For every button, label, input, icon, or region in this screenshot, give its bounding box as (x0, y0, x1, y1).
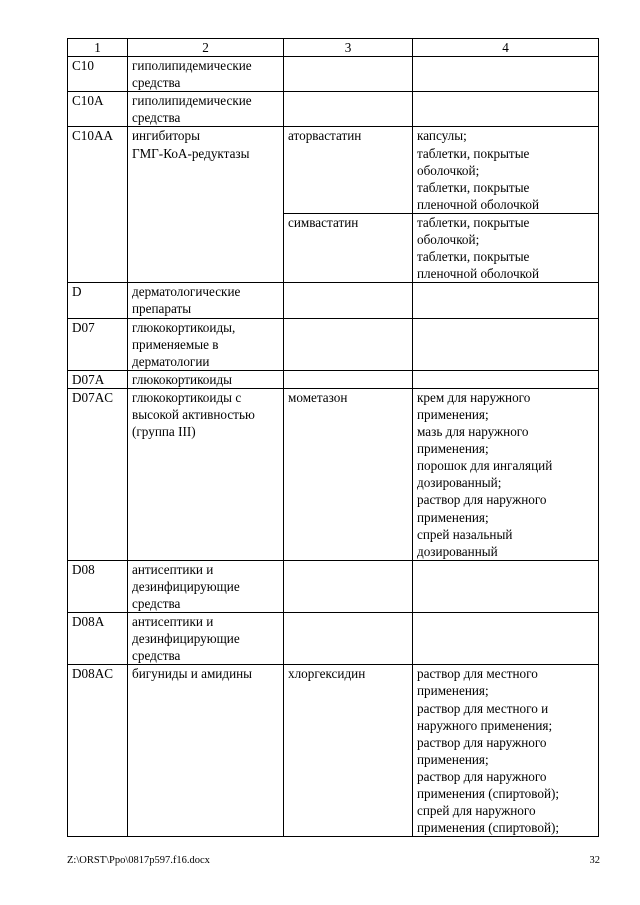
dosage-form-cell-line: крем для наружного (417, 389, 531, 405)
dosage-form-cell-line: оболочкой; (417, 232, 480, 248)
dosage-form-cell-line: порошок для ингаляций (417, 458, 553, 474)
atc-code-cell: D08 (68, 560, 128, 612)
dosage-form-cell (413, 318, 599, 370)
dosage-form-cell-line: наружного применения; (417, 717, 553, 733)
dosage-form-cell (413, 560, 599, 612)
dosage-form-cell (413, 57, 599, 92)
drug-name-cell (284, 283, 413, 318)
group-name-cell-line: ингибиторы (132, 128, 200, 144)
dosage-form-cell (413, 213, 599, 282)
dosage-form-cell-line: применения; (417, 441, 489, 457)
atc-code-cell: D (68, 283, 128, 318)
header-cell-1: 1 (68, 39, 128, 57)
dosage-form-cell (413, 370, 599, 388)
atc-code-cell: D07 (68, 318, 128, 370)
drug-name-cell (284, 318, 413, 370)
dosage-form-cell (413, 665, 599, 837)
footer-file-path: Z:\ORST\Ppo\0817p597.f16.docx (67, 855, 210, 866)
dosage-form-cell-line: таблетки, покрытые (417, 249, 530, 265)
group-name-cell-line: применяемые в (132, 336, 219, 352)
dosage-form-cell (413, 127, 599, 213)
dosage-form-cell-line: применения; (417, 509, 489, 525)
drug-name-cell-line: аторвастатин (288, 128, 362, 144)
group-name-cell-line: антисептики и (132, 614, 214, 630)
header-cell-3: 3 (284, 39, 413, 57)
group-name-cell-line: гиполипидемические (132, 58, 252, 74)
group-name-cell-line: глюкокортикоиды (132, 371, 233, 387)
drug-name-cell (284, 370, 413, 388)
group-name-cell-line: препараты (132, 301, 192, 317)
drug-name-cell (284, 213, 413, 282)
group-name-cell (128, 57, 284, 92)
group-name-cell (128, 388, 284, 560)
group-name-cell-line: антисептики и (132, 561, 214, 577)
atc-code-cell: C10A (68, 92, 128, 127)
dosage-form-cell-line: дозированный; (417, 475, 502, 491)
atc-code-cell: D08AC (68, 665, 128, 837)
group-name-cell (128, 318, 284, 370)
group-name-cell-line: дерматологические (132, 284, 241, 300)
table-row (68, 127, 599, 213)
dosage-form-cell-line: таблетки, покрытые (417, 145, 530, 161)
drug-name-cell (284, 613, 413, 665)
group-name-cell (128, 127, 284, 283)
atc-code-cell: D07A (68, 370, 128, 388)
dosage-form-cell-line: раствор для местного и (417, 700, 549, 716)
group-name-cell-line: дезинфицирующие (132, 578, 240, 594)
drug-name-cell (284, 665, 413, 837)
footer-page-number: 32 (589, 855, 600, 866)
dosage-form-cell-line: применения (спиртовой); (417, 820, 560, 836)
dosage-form-cell-line: раствор для наружного (417, 492, 547, 508)
dosage-form-cell-line: пленочной оболочкой (417, 196, 540, 212)
group-name-cell (128, 560, 284, 612)
group-name-cell (128, 92, 284, 127)
group-name-cell-line: высокой активностью (132, 406, 255, 422)
group-name-cell-line: бигуниды и амидины (132, 666, 253, 682)
drug-name-cell-line: хлоргексидин (288, 666, 366, 682)
drug-name-cell (284, 92, 413, 127)
group-name-cell-line: глюкокортикоиды, (132, 319, 236, 335)
dosage-form-cell-line: спрей для наружного (417, 803, 536, 819)
dosage-form-cell-line: пленочной оболочкой (417, 266, 540, 282)
dosage-form-cell-line: применения (спиртовой); (417, 786, 560, 802)
group-name-cell-line: дерматологии (132, 353, 210, 369)
drug-name-cell-line: симвастатин (288, 214, 359, 230)
dosage-form-cell-line: спрей назальный (417, 526, 513, 542)
dosage-form-cell (413, 388, 599, 560)
group-name-cell (128, 283, 284, 318)
dosage-form-cell-line: таблетки, покрытые (417, 179, 530, 195)
dosage-form-cell-line: мазь для наружного (417, 424, 529, 440)
dosage-form-cell-line: раствор для наружного (417, 734, 547, 750)
group-name-cell-line: средства (132, 110, 181, 126)
group-name-cell (128, 665, 284, 837)
drug-name-cell (284, 388, 413, 560)
table-row (68, 92, 599, 127)
table-row (68, 370, 599, 388)
dosage-form-cell-line: капсулы; (417, 128, 467, 144)
table-row (68, 388, 599, 560)
drug-name-cell (284, 127, 413, 213)
header-cell-4: 4 (413, 39, 599, 57)
atc-code-cell: D08A (68, 613, 128, 665)
dosage-form-cell-line: применения; (417, 683, 489, 699)
dosage-form-cell-line: раствор для местного (417, 666, 538, 682)
group-name-cell-line: гиполипидемические (132, 93, 252, 109)
group-name-cell (128, 370, 284, 388)
table-row (68, 318, 599, 370)
group-name-cell-line: дезинфицирующие (132, 631, 240, 647)
atc-code-cell: C10AA (68, 127, 128, 283)
atc-code-cell: D07AC (68, 388, 128, 560)
group-name-cell-line: глюкокортикоиды с (132, 389, 242, 405)
group-name-cell-line: ГМГ-КоА-редуктазы (132, 145, 250, 161)
group-name-cell-line: (группа III) (132, 424, 196, 440)
table-row (68, 560, 599, 612)
dosage-form-cell (413, 613, 599, 665)
group-name-cell (128, 613, 284, 665)
group-name-cell-line: средства (132, 596, 181, 611)
drug-name-cell (284, 560, 413, 612)
group-name-cell-line: средства (132, 648, 181, 664)
table-row (68, 613, 599, 665)
dosage-form-cell-line: таблетки, покрытые (417, 214, 530, 230)
header-row (68, 39, 599, 57)
drug-name-cell (284, 57, 413, 92)
dosage-form-cell (413, 283, 599, 318)
group-name-cell-line: средства (132, 75, 181, 91)
table-row (68, 665, 599, 837)
dosage-form-cell (413, 92, 599, 127)
drug-name-cell-line: мометазон (288, 389, 348, 405)
dosage-form-cell-line: применения; (417, 751, 489, 767)
dosage-form-cell-line: применения; (417, 406, 489, 422)
drug-table (67, 38, 599, 837)
atc-code-cell: C10 (68, 57, 128, 92)
table-row (68, 283, 599, 318)
table-row (68, 57, 599, 92)
dosage-form-cell-line: раствор для наружного (417, 768, 547, 784)
dosage-form-cell-line: дозированный (417, 543, 498, 559)
header-cell-2: 2 (128, 39, 284, 57)
dosage-form-cell-line: оболочкой; (417, 162, 480, 178)
